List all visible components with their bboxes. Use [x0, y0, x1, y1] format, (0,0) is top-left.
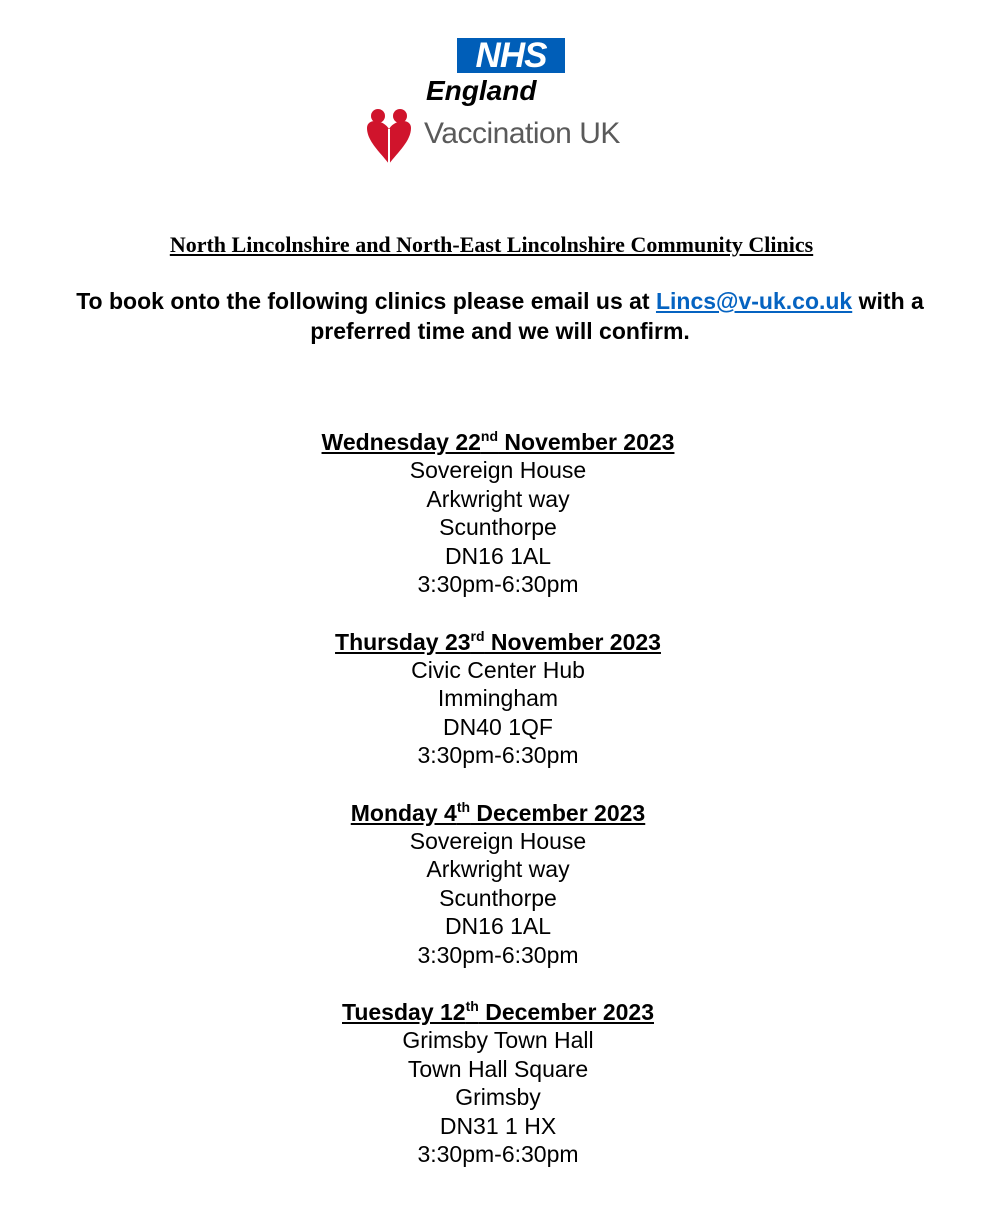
clinic-time: 3:30pm-6:30pm [417, 571, 579, 597]
nhs-logo: NHS [457, 38, 565, 73]
clinic-town: Grimsby [455, 1084, 541, 1110]
clinic-month-year: November 2023 [498, 429, 675, 455]
clinic-day: Tuesday 12 [342, 999, 466, 1025]
clinic-day: Monday 4 [350, 799, 457, 826]
page-title: North Lincolnshire and North-East Lincolnshire Community Clinics [169, 232, 814, 257]
clinic-street: Arkwright way [426, 856, 570, 882]
vaccination-uk-heart-icon [366, 108, 420, 166]
clinic-month-year: November 2023 [484, 628, 661, 655]
booking-instructions [30, 286, 970, 346]
clinic-venue: Civic Center Hub [411, 656, 585, 683]
clinic-item [0, 428, 996, 599]
clinic-time: 3:30pm-6:30pm [417, 941, 579, 968]
clinic-date [342, 998, 654, 1026]
clinic-date [351, 799, 645, 827]
clinic-day-suffix: th [456, 798, 471, 815]
england-wordmark: England [426, 75, 537, 106]
clinic-day-suffix: th [465, 998, 479, 1014]
clinic-item [0, 998, 996, 1169]
clinic-venue: Sovereign House [409, 827, 587, 854]
clinic-postcode: DN40 1QF [443, 713, 553, 740]
clinic-venue: Grimsby Town Hall [402, 1027, 594, 1053]
clinic-town: Scunthorpe [439, 884, 557, 911]
clinic-date [335, 628, 661, 656]
clinic-day-suffix: nd [480, 428, 499, 444]
clinic-date [322, 428, 675, 456]
booking-text-before: To book onto the following clinics please email us at [76, 288, 656, 314]
clinic-item [0, 628, 996, 770]
clinic-day-suffix: rd [470, 627, 485, 644]
vaccination-uk-wordmark: Vaccination UK [424, 117, 620, 150]
clinic-town: Immingham [437, 685, 559, 711]
booking-text-after: with a preferred time and we will confirm. [310, 288, 924, 344]
clinic-month-year: December 2023 [478, 999, 654, 1025]
clinic-list [0, 428, 996, 1198]
logo-block [0, 36, 1000, 176]
clinic-day: Thursday 23 [335, 628, 471, 655]
clinic-time: 3:30pm-6:30pm [417, 1141, 579, 1167]
clinic-postcode: DN16 1AL [444, 542, 552, 569]
email-link[interactable]: Lincs@v-uk.co.uk [655, 288, 853, 314]
clinic-postcode: DN31 1 HX [439, 1112, 557, 1139]
clinic-time: 3:30pm-6:30pm [417, 742, 579, 768]
clinic-town: Scunthorpe [439, 514, 557, 540]
clinic-postcode: DN16 1AL [444, 913, 552, 939]
clinic-month-year: December 2023 [470, 799, 646, 826]
clinic-street: Arkwright way [426, 485, 570, 512]
clinic-item [0, 799, 996, 970]
clinic-venue: Sovereign House [409, 457, 587, 483]
clinic-street: Town Hall Square [407, 1055, 589, 1082]
clinic-day: Wednesday 22 [321, 429, 481, 455]
